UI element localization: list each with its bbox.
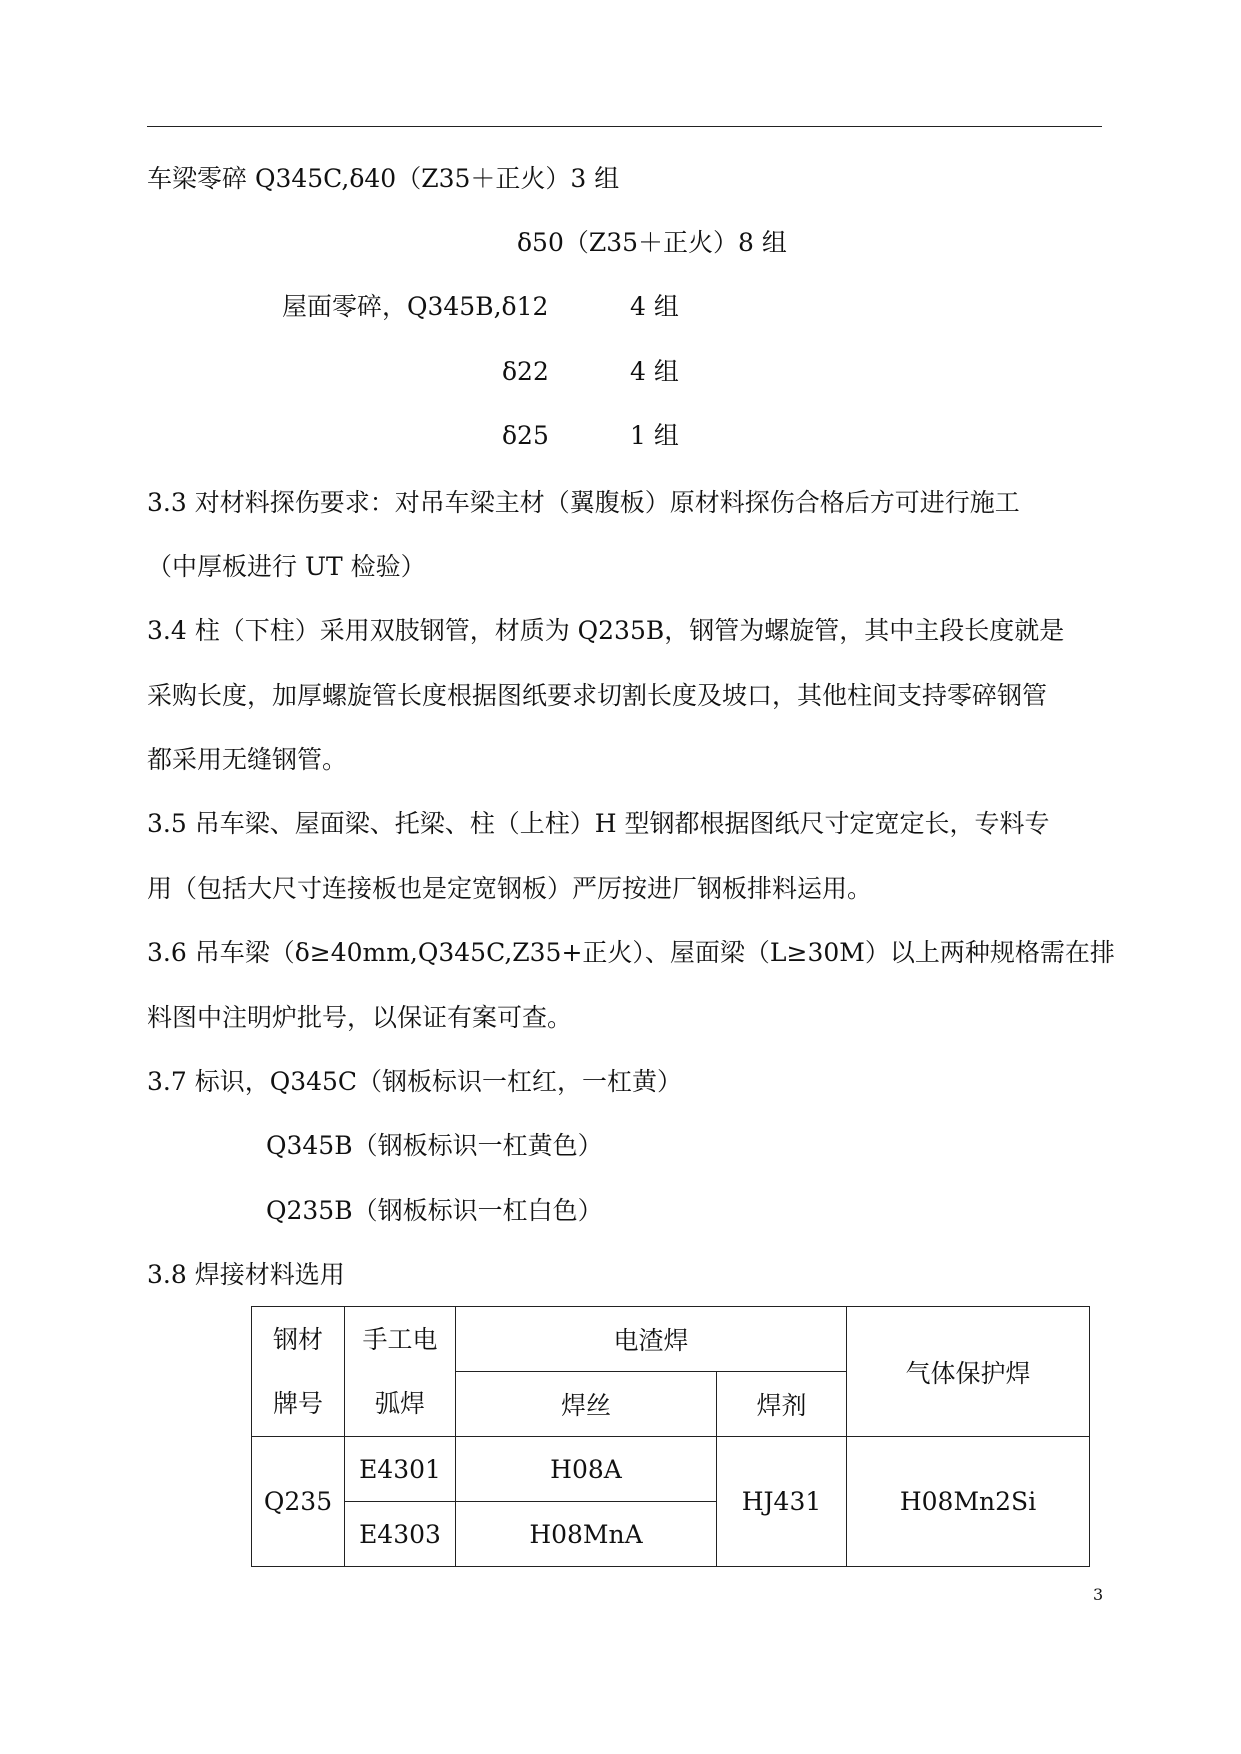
para-3-4-line1: 3.4 柱（下柱）采用双肢钢管，材质为 Q235B，钢管为螺旋管，其中主段长度就是	[147, 616, 1065, 645]
cell-steel-q235: Q235	[252, 1437, 345, 1567]
para-3-6-line1: 3.6 吊车梁（δ≥40mm,Q345C,Z35+正火）、屋面梁（L≥30M）以上两种规格需在排	[147, 938, 1115, 967]
line-delta22-qty: 4 组	[630, 357, 679, 386]
cell-flux-hj431: HJ431	[717, 1437, 847, 1567]
header-steel-grade: 钢材 牌号	[252, 1307, 345, 1437]
page-number: 3	[1093, 1585, 1104, 1604]
para-3-7-line2: Q345B（钢板标识一杠黄色）	[266, 1131, 603, 1160]
line-delta50: δ50（Z35＋正火）8 组	[517, 228, 787, 257]
cell-wire-h08mna: H08MnA	[456, 1502, 717, 1567]
line-roof-parts: 屋面零碎，Q345B,δ12	[282, 292, 549, 321]
header-electroslag-welding: 电渣焊	[456, 1307, 847, 1372]
header-gas-shielded-welding: 气体保护焊	[847, 1307, 1090, 1437]
para-3-3-line1: 3.3 对材料探伤要求：对吊车梁主材（翼腹板）原材料探伤合格后方可进行施工	[147, 488, 1020, 517]
para-3-7-line3: Q235B（钢板标识一杠白色）	[266, 1196, 603, 1225]
para-3-7-line1: 3.7 标识，Q345C（钢板标识一杠红，一杠黄）	[147, 1067, 683, 1096]
header-flux: 焊剂	[717, 1372, 847, 1437]
para-3-4-line3: 都采用无缝钢管。	[147, 745, 348, 774]
header-rule	[147, 126, 1102, 127]
para-3-8-title: 3.8 焊接材料选用	[147, 1260, 345, 1289]
cell-electrode-e4303: E4303	[345, 1502, 456, 1567]
line-delta25-qty: 1 组	[630, 421, 679, 450]
para-3-4-line2: 采购长度，加厚螺旋管长度根据图纸要求切割长度及坡口，其他柱间支持零碎钢管	[147, 681, 1048, 710]
welding-material-table	[251, 1306, 1090, 1567]
cell-wire-h08a: H08A	[456, 1437, 717, 1502]
table-header-row-1	[252, 1307, 1090, 1372]
header-manual-arc-welding: 手工电 弧焊	[345, 1307, 456, 1437]
para-3-6-line2: 料图中注明炉批号，以保证有案可查。	[147, 1003, 573, 1032]
para-3-5-line1: 3.5 吊车梁、屋面梁、托梁、柱（上柱）H 型钢都根据图纸尺寸定宽定长，专料专	[147, 809, 1050, 838]
para-3-3-line2: （中厚板进行 UT 检验）	[147, 552, 426, 581]
line-delta22: δ22	[502, 357, 549, 386]
cell-gas-wire-h08mn2si: H08Mn2Si	[847, 1437, 1090, 1567]
para-3-5-line2: 用（包括大尺寸连接板也是定宽钢板）严厉按进厂钢板排料运用。	[147, 874, 873, 903]
header-welding-wire: 焊丝	[456, 1372, 717, 1437]
line-delta25: δ25	[502, 421, 549, 450]
line-crane-beam-parts: 车梁零碎 Q345C,δ40（Z35＋正火）3 组	[147, 164, 620, 193]
line-roof-parts-qty: 4 组	[630, 292, 679, 321]
cell-electrode-e4301: E4301	[345, 1437, 456, 1502]
table-row	[252, 1437, 1090, 1502]
